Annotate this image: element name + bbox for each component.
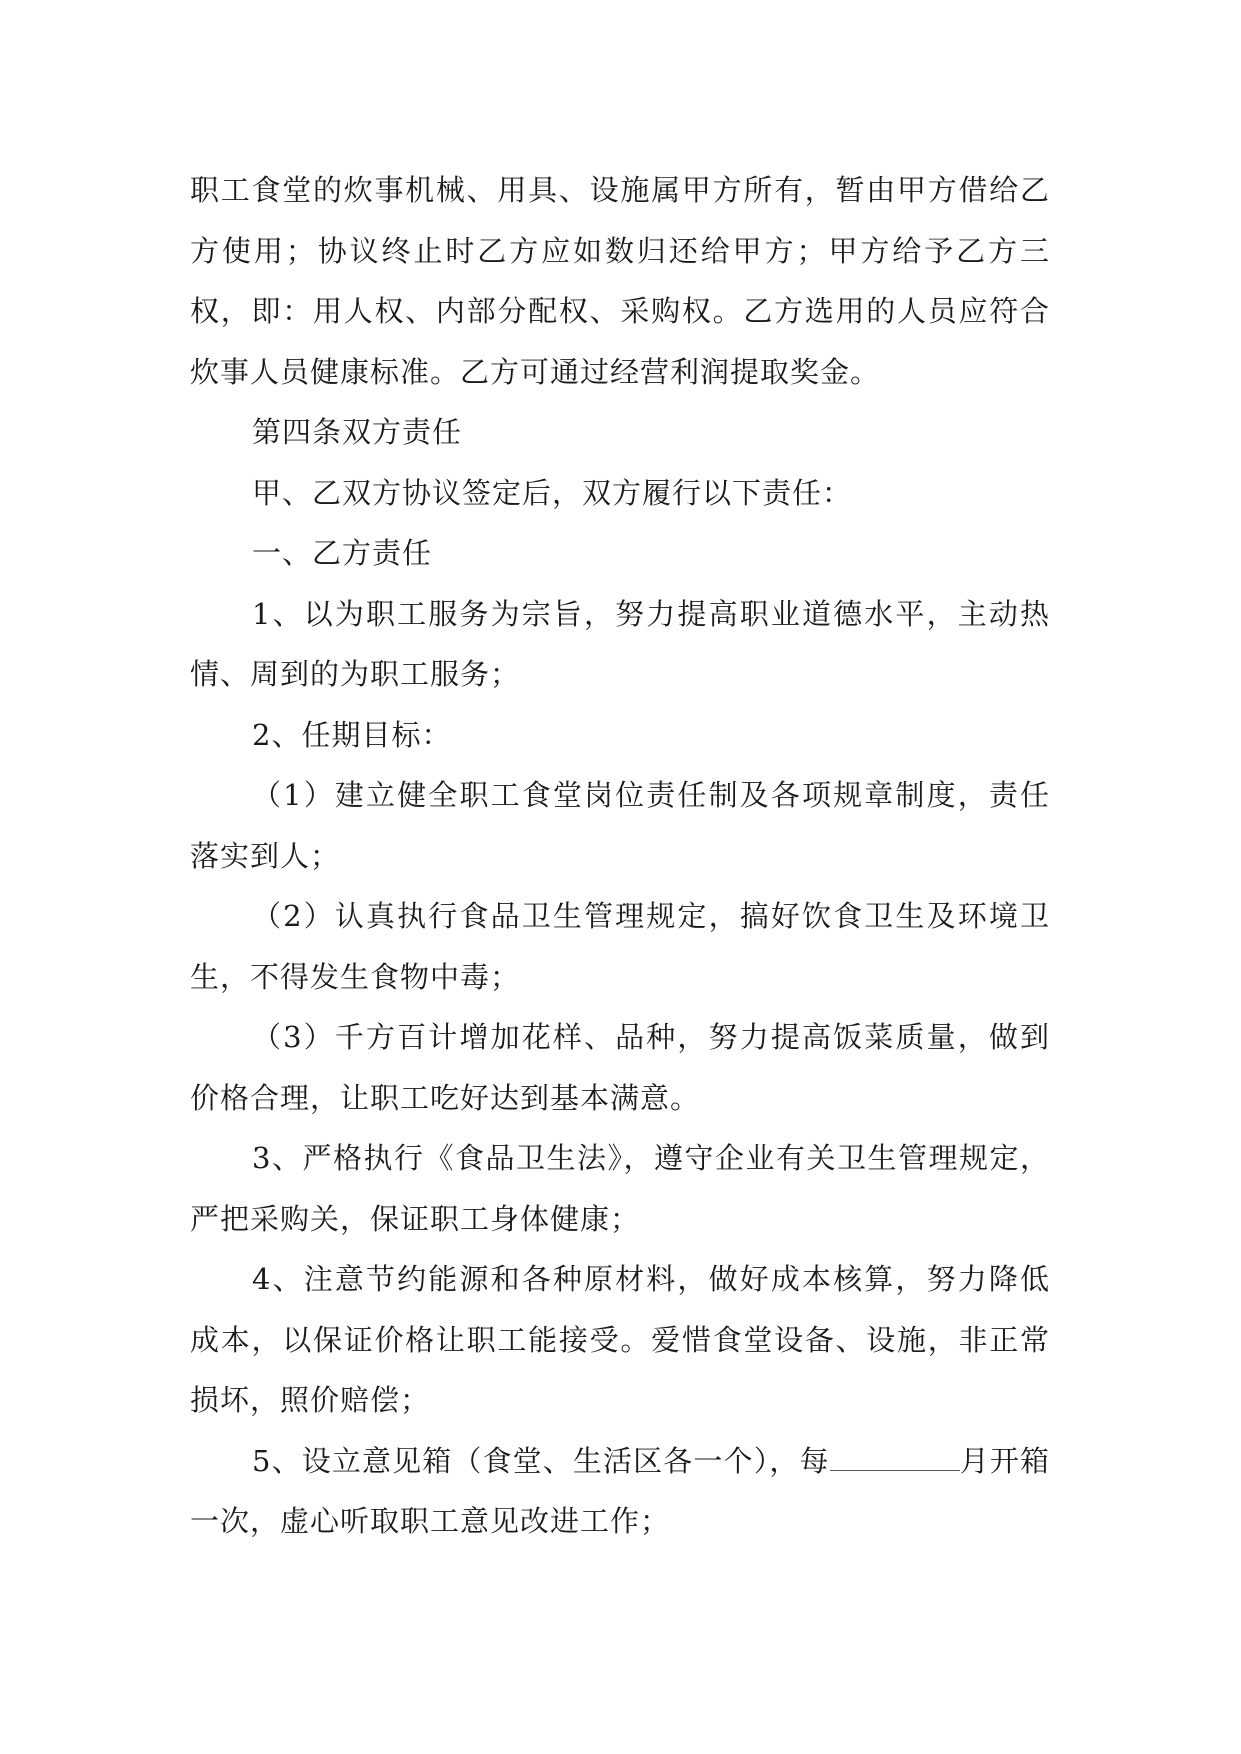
list-item-5-before-blank: 5、设立意见箱（食堂、生活区各一个），每: [252, 1443, 830, 1478]
paragraph-responsibilities-intro: 甲、乙双方协议签定后，双方履行以下责任：: [252, 475, 853, 510]
list-item-2: 2、任期目标：: [252, 717, 452, 752]
section-heading-article-4: 第四条双方责任: [252, 415, 463, 449]
list-item-3: 3、严格执行《食品卫生法》，遵守企业有关卫生管理规定，严把采购关，保证职工身体健康；: [190, 1141, 1050, 1236]
list-item-5: [190, 1431, 1050, 1552]
subheading-party-b-responsibilities: 一、乙方责任: [252, 536, 433, 570]
list-item-4: 4、注意节约能源和各种原材料，做好成本核算，努力降低成本，以保证价格让职工能接受。爱惜食堂设备、设施，非正常损坏，照价赔偿；: [190, 1262, 1050, 1417]
fill-in-blank[interactable]: [830, 1446, 960, 1471]
paragraph-canteen-equipment: 职工食堂的炊事机械、用具、设施属甲方所有，暂由甲方借给乙方使用；协议终止时乙方应如数归还给甲方；甲方给予乙方三权，即：用人权、内部分配权、采购权。乙方选用的人员应符合炊事人员健康标准。乙方可通过经营利润提取奖金。: [190, 173, 1050, 389]
list-item-5-after-blank: 月开箱一次，虚心听取职工意见改进工作；: [190, 1443, 1050, 1538]
document-body: [190, 160, 1050, 1552]
sub-item-1: （1）建立健全职工食堂岗位责任制及各项规章制度，责任落实到人；: [190, 778, 1050, 873]
list-item-1: 1、以为职工服务为宗旨，努力提高职业道德水平，主动热情、周到的为职工服务；: [190, 596, 1050, 691]
sub-item-3: （3）千方百计增加花样、品种，努力提高饭菜质量，做到价格合理，让职工吃好达到基本满意。: [190, 1020, 1050, 1115]
sub-item-2: （2）认真执行食品卫生管理规定，搞好饮食卫生及环境卫生，不得发生食物中毒；: [190, 899, 1050, 994]
